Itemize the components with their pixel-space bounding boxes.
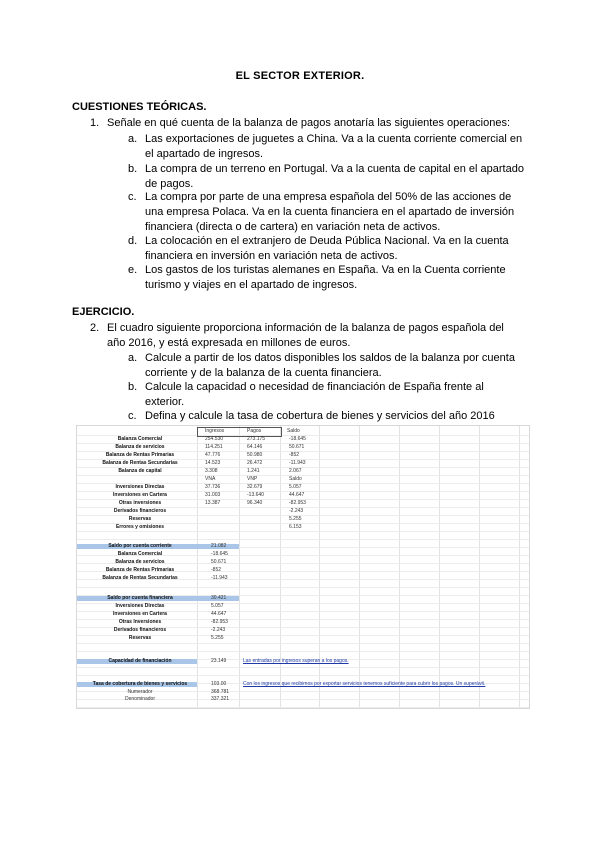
capacity-value: 23.149 [211, 658, 227, 664]
row-value-saldo: 5.255 [289, 516, 302, 522]
row-label: Errores y omisiones [115, 524, 165, 530]
financial-account-row-value: 44.647 [211, 611, 227, 617]
balance-of-payments-spreadsheet [76, 425, 530, 709]
row-label: Otras inversiones [118, 500, 162, 506]
item-text-line: de pagos. [145, 178, 194, 190]
row-label: Balanza de servicios [115, 444, 165, 450]
capacity-label: Capacidad de financiación [108, 658, 172, 664]
financial-account-row-label: Derivados financieros [113, 627, 167, 633]
row-value-saldo: 44.647 [289, 492, 305, 498]
coverage-note: Con los ingresos que recibimos por exportar servicios tenemos suficiente para cubrir los pagos. Un superávit. [243, 681, 486, 687]
grid-line [77, 651, 529, 652]
financial-account-row-value: 5.057 [211, 603, 224, 609]
row-label: Derivados financieros [113, 508, 167, 514]
row-value-saldo: -852 [289, 452, 300, 458]
item-text-line: Defina y calcule la tasa de cobertura de bienes y servicios del año 2016 [145, 410, 495, 422]
denominator-value: 337.321 [211, 696, 230, 702]
row-value-ingresos: 31.003 [205, 492, 221, 498]
answer-item-c [128, 190, 545, 235]
item-text-line: el apartado de ingresos. [145, 148, 264, 160]
item-letter: c. [128, 191, 137, 203]
item-text-line: Calcule la capacidad o necesidad de financiación de España frente al [145, 381, 484, 393]
header-saldo: Saldo [287, 428, 300, 434]
row-value-ingresos: 3.308 [205, 468, 218, 474]
grid-line [77, 707, 529, 708]
current-account-row-value: 50.671 [211, 559, 227, 565]
current-account-row-value: -18.645 [211, 551, 228, 557]
financial-account-row-label: Otras Inversiones [118, 619, 162, 625]
current-account-row-value: -11.943 [211, 575, 228, 581]
financial-account-row-value: -82.953 [211, 619, 228, 625]
capacity-note: Las entradas por ingresos superan a los pagos. [243, 658, 349, 664]
current-account-row-label: Saldo por cuenta corriente [108, 543, 172, 549]
exercise-item-c [128, 409, 545, 424]
row-label: Inversiones en Cartera [113, 492, 167, 498]
row-value-saldo: 2.067 [289, 468, 302, 474]
row-value-saldo: Saldo [289, 476, 302, 482]
item-text-line: exterior. [145, 396, 185, 408]
grid-line [77, 675, 529, 676]
row-value-pagos: 273.175 [247, 436, 266, 442]
row-value-saldo: 6.153 [289, 524, 302, 530]
exercise-item-b [128, 380, 545, 410]
row-value-ingresos: VNA [205, 476, 216, 482]
denominator-label: Denominador [124, 696, 156, 702]
row-value-ingresos: 37.736 [205, 484, 221, 490]
numerator-label: Numerador [127, 689, 153, 695]
row-label: Balanza Comercial [117, 436, 163, 442]
item-text-line: La colocación en el extranjero de Deuda Pública Nacional. Va en la cuenta [145, 235, 509, 247]
item-letter: a. [128, 133, 138, 145]
item-text-line: La compra de un terreno en Portugal. Va a la cuenta de capital en el apartado [145, 163, 524, 175]
question-2-text-line: El cuadro siguiente proporciona información de la balanza de pagos española del [107, 322, 504, 334]
item-letter: b. [128, 381, 138, 393]
row-value-pagos: 26.472 [247, 460, 263, 466]
row-label: Inversiones Directas [115, 484, 165, 490]
document-title: EL SECTOR EXTERIOR. [235, 70, 365, 82]
financial-account-row-value: 5.255 [211, 635, 224, 641]
financial-account-row-value: -2.243 [211, 627, 226, 633]
item-text-line: La compra por parte de una empresa española del 50% de las acciones de [145, 191, 512, 203]
question-2-text-line: año 2016, y está expresada en millones de euros. [107, 337, 351, 349]
item-text-line: Calcule a partir de los datos disponibles los saldos de la balanza por cuenta [145, 352, 515, 364]
financial-account-row-value: 30.421 [211, 595, 227, 601]
grid-line [77, 475, 529, 476]
row-value-pagos: -13.640 [247, 492, 264, 498]
item-text-line: Las exportaciones de juguetes a China. Va a la cuenta corriente comercial en [145, 133, 523, 145]
current-account-row-value: 21.082 [211, 543, 227, 549]
grid-line [77, 643, 529, 644]
exercise-item-a [128, 351, 545, 381]
item-text-line: financiera en inversión en variación neta de activos. [145, 250, 398, 262]
row-value-pagos: 50.980 [247, 452, 263, 458]
row-value-ingresos: 14.523 [205, 460, 221, 466]
row-value-saldo: 50.671 [289, 444, 305, 450]
coverage-label: Tasa de cobertura de bienes y servicios [92, 681, 188, 687]
coverage-value: 103.00 [211, 681, 227, 687]
question-2-number: 2. [90, 322, 100, 334]
row-value-saldo: -82.953 [289, 500, 306, 506]
row-value-saldo: 5.057 [289, 484, 302, 490]
grid-line [77, 667, 529, 668]
item-letter: d. [128, 235, 138, 247]
item-text-line: corriente y de la balanza de la cuenta financiera. [145, 367, 382, 379]
current-account-row-label: Balanza de Rentas Secundarias [102, 575, 178, 581]
item-text-line: una empresa Polaca. Va en la cuenta financiera en el apartado de inversión [145, 206, 515, 218]
financial-account-row-label: Reservas [128, 635, 152, 641]
current-account-row-label: Balanza Comercial [117, 551, 163, 557]
financial-account-row-label: Inversiones en Cartera [113, 611, 167, 617]
grid-line [77, 539, 529, 540]
row-value-pagos: 1.241 [247, 468, 260, 474]
item-letter: c. [128, 410, 137, 422]
question-1-text: Señale en qué cuenta de la balanza de pagos anotaría las siguientes operaciones: [107, 117, 511, 129]
item-text-line: Los gastos de los turistas alemanes en España. Va en la Cuenta corriente [145, 264, 506, 276]
current-account-row-label: Balanza de Rentas Primarias [105, 567, 175, 573]
row-value-ingresos: 254.530 [205, 436, 224, 442]
row-label: Balanza de capital [118, 468, 162, 474]
row-value-pagos: 64.146 [247, 444, 263, 450]
grid-line [77, 587, 529, 588]
question-1-number: 1. [90, 117, 100, 129]
row-value-pagos: 96.340 [247, 500, 263, 506]
row-value-pagos: 32.679 [247, 484, 263, 490]
financial-account-row-label: Saldo por cuenta financiera [107, 595, 173, 601]
row-value-saldo: -11.943 [289, 460, 306, 466]
current-account-row-label: Balanza de servicios [115, 559, 165, 565]
row-label: Balanza de Rentas Secundarias [102, 460, 178, 466]
item-letter: e. [128, 264, 138, 276]
numerator-value: 368.781 [211, 689, 230, 695]
answer-item-d [128, 234, 545, 264]
financial-account-row-label: Inversiones Directas [115, 603, 165, 609]
item-text-line: financiera (directa o de cartera) en variación neta de activos. [145, 221, 441, 233]
current-account-row-value: -852 [211, 567, 222, 573]
header-ingresos: Ingresos [205, 428, 225, 434]
section-heading-theory: CUESTIONES TEÓRICAS. [72, 101, 207, 113]
answer-item-e [128, 263, 545, 293]
grid-line [77, 531, 529, 532]
row-label: Reservas [128, 516, 152, 522]
item-letter: b. [128, 163, 138, 175]
item-text-line: turismo y viajes en el apartado de ingresos. [145, 279, 358, 291]
question-2 [90, 321, 547, 351]
row-value-pagos: VNP [247, 476, 258, 482]
row-value-ingresos: 47.776 [205, 452, 221, 458]
header-pagos: Pagos [247, 428, 262, 434]
row-value-ingresos: 13.387 [205, 500, 221, 506]
question-1 [90, 116, 547, 131]
answer-item-a [128, 132, 545, 162]
answer-item-b [128, 162, 545, 192]
row-value-saldo: -18.645 [289, 436, 306, 442]
row-value-saldo: -2.243 [289, 508, 304, 514]
row-value-ingresos: 114.251 [205, 444, 223, 450]
row-label: Balanza de Rentas Primarias [105, 452, 175, 458]
item-letter: a. [128, 352, 138, 364]
section-heading-exercise: EJERCICIO. [72, 306, 135, 318]
